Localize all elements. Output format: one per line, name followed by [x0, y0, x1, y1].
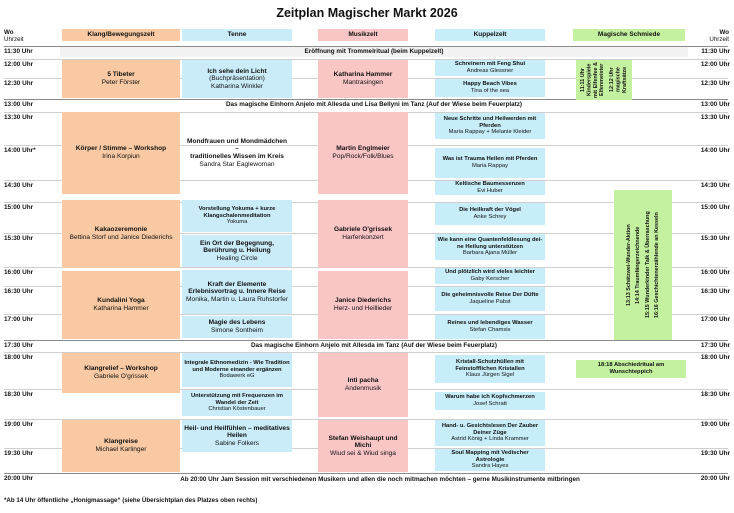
event-title: Reines und lebendiges Wasser: [447, 320, 533, 327]
event-tenne-4: [182, 235, 292, 267]
event-klang-5: [62, 353, 180, 393]
event-schmiede-afternoon: [614, 190, 672, 340]
time-label-left: 12:30 Uhr: [4, 80, 34, 87]
event-kuppel-14: [435, 449, 545, 471]
time-label-right: 14:00 Uhr: [700, 147, 730, 154]
time-label-right: 15:00 Uhr: [700, 204, 730, 211]
event-title: Klangreise: [104, 438, 138, 446]
event-person: Klaus Jürgen Sigel: [465, 372, 515, 379]
time-label-left: 14:30 Uhr: [4, 182, 34, 189]
time-label-right: 16:00 Uhr: [700, 269, 730, 276]
event-schmiede-1818: [576, 360, 686, 378]
page-title: Zeitplan Magischer Markt 2026: [276, 6, 458, 20]
time-label-left: 15:30 Uhr: [4, 235, 34, 242]
time-label-right: 19:00 Uhr: [700, 421, 730, 428]
event-title: Kraft der Elemente Erlebnisvortrag u. Innere Reise: [188, 280, 286, 296]
event-kuppel-7: [435, 234, 545, 260]
event-title: Die geheimnisvolle Reise Der Düfte: [441, 292, 539, 299]
event-person: Sabine Folkers: [215, 439, 259, 447]
band-einhorn-1: Das magische Einhorn Anjelo mit Allesda und Lisa Bellyni im Tanz (Auf der Wiese beim Feuerplatz): [225, 101, 523, 108]
event-schmiede-1212: 12:12 Uhr magische Kraftsätze: [608, 66, 628, 94]
event-person: Maria Rappay: [471, 163, 509, 169]
column-header-schmiede: Magische Schmiede: [573, 29, 685, 41]
time-label-left: 15:00 Uhr: [4, 204, 34, 211]
corner-uhrzeit-right: Uhrzeit: [709, 36, 729, 43]
time-label-left: 16:00 Uhr: [4, 269, 34, 276]
event-person: Peter Förster: [101, 79, 141, 86]
time-label-left: 14:00 Uhr*: [4, 147, 36, 154]
time-label-left: 18:00 Uhr: [4, 354, 34, 361]
column-header-klang: Klang/Bewegungszelt: [62, 29, 180, 41]
event-person: Irina Korpiun: [102, 153, 140, 160]
time-label-right: 12:30 Uhr: [700, 80, 730, 87]
event-title: Vorstellung Yokuma + kurze Klangschalenmeditation: [198, 206, 276, 219]
event-person: Harfenkonzert: [342, 234, 384, 241]
time-label-right: 12:00 Uhr: [700, 61, 730, 68]
event-person: Evi Huber: [477, 188, 503, 194]
column-header-tenne: Tenne: [182, 29, 292, 41]
time-label-left: 13:00 Uhr: [4, 101, 34, 108]
event-person: Tina of the sea: [470, 88, 510, 94]
event-klang-6: [62, 420, 180, 472]
event-title: 18:18 Abschiedritual am Wunschteppich: [597, 362, 665, 375]
event-title: Schreinern mit Feng Shui: [454, 61, 526, 68]
time-label-right: 14:30 Uhr: [700, 182, 730, 189]
event-kuppel-4: [435, 148, 545, 178]
time-label-right: 16:30 Uhr: [700, 288, 730, 295]
event-kuppel-5: [435, 181, 545, 195]
event-title: Neue Schritte und Heilwerden mit Pferden: [443, 116, 537, 129]
event-title: Klangrelief – Workshop: [84, 365, 158, 373]
event-person: Katharina Winkler: [210, 82, 264, 90]
event-title: Warum habe ich Kopfschmerzen: [445, 394, 535, 401]
event-kuppel-11: [435, 355, 545, 383]
time-label-left: 20:00 Uhr: [4, 475, 34, 482]
time-label-right: 20:00 Uhr: [700, 475, 730, 482]
event-title: Und plötzlich wird vieles leichter: [445, 269, 535, 276]
event-title: Integrale Ethnomedizin - Wie Tradition und Moderne einander ergänzen: [184, 360, 290, 373]
event-person: Barbara Ajana Müller: [462, 250, 518, 257]
event-title: Ein Ort der Begegnung, Berührung u. Heilung: [200, 239, 274, 255]
event-person: Bettina Storf und Janice Diederichs: [69, 234, 173, 241]
time-label-right: 11:30 Uhr: [701, 48, 730, 55]
event-kuppel-8: [435, 268, 545, 284]
time-label-right: 19:30 Uhr: [700, 450, 730, 457]
event-person: Mantrasingen: [343, 79, 383, 86]
event-musik-1: [318, 60, 408, 98]
event-title: Magie des Lebens: [208, 319, 266, 327]
time-label-left: 16:30 Uhr: [4, 288, 34, 295]
event-title: Happy Beach Vibes: [463, 81, 517, 88]
event-title: Soul Mapping mit Vedischer Astrologie: [451, 450, 529, 463]
event-person: Yokuma: [226, 219, 248, 226]
event-person: Jaqueline Pabst: [469, 299, 511, 305]
event-title: Martin Englmeier: [336, 145, 390, 153]
time-label-left: 11:30 Uhr: [4, 48, 33, 55]
event-person: Katharina Hammer: [93, 305, 149, 312]
time-label-right: 18:00 Uhr: [700, 354, 730, 361]
event-person: Monika, Martin u. Laura Ruhstorfer: [186, 295, 288, 303]
time-label-right: 15:30 Uhr: [700, 235, 730, 242]
time-label-left: 19:00 Uhr: [4, 421, 34, 428]
event-person: Andreas Glessner: [466, 68, 514, 74]
event-title: Gabriele O'grissek: [333, 226, 392, 234]
event-person: Bodawerk eG: [219, 373, 255, 380]
event-person: Maria Rappay + Melanie Kleider: [448, 129, 532, 136]
event-person: Healing Circle: [216, 254, 258, 262]
event-person: Wiud sei & Wiud singa: [330, 449, 396, 457]
event-schmiede-1616: 16:16 Geschichtenerzählende an Kesseln: [653, 212, 660, 318]
event-title: Kundalini Yoga: [97, 297, 145, 305]
event-klang-4: [62, 271, 180, 339]
event-tenne-2: [182, 112, 292, 194]
event-kuppel-12: [435, 392, 545, 410]
event-kuppel-10: [435, 315, 545, 339]
event-person: Michael Karlinger: [95, 446, 147, 453]
event-tenne-5: [182, 270, 292, 314]
time-label-left: 19:30 Uhr: [4, 450, 34, 457]
event-title: Kakaozeremonie: [94, 226, 148, 234]
event-schmiede-1414: 14:14 Traumfängerzeichnende: [635, 226, 642, 304]
corner-label-left: [4, 29, 24, 43]
time-label-right: 18:30 Uhr: [700, 391, 730, 398]
event-klang-1: [62, 60, 180, 98]
event-kuppel-13: [435, 420, 545, 446]
time-label-right: 13:00 Uhr: [700, 101, 730, 108]
event-title: Die Heilkraft der Vögel: [459, 207, 521, 214]
event-schmiede-1111: 11:11 Uhr Kinderspiele mit Elfenfee & Elfenmeister: [580, 62, 606, 98]
event-schmiede-1313: 13:13 Schätzwei-Wunder-Aktion: [625, 224, 632, 306]
event-person: Astrid König + Linda Krammer: [451, 436, 529, 443]
event-person: Andenmusik: [344, 385, 382, 392]
event-person: Gabriele O'grissek: [93, 373, 149, 380]
time-label-right: 17:00 Uhr: [700, 316, 730, 323]
event-person: Sandra Hayes: [471, 463, 509, 470]
time-label-left: 18:30 Uhr: [4, 391, 34, 398]
event-kuppel-1: [435, 60, 545, 76]
event-person: Christian Köstenbauer: [208, 406, 266, 413]
event-person: Sandra Star Eaglewoman: [199, 160, 275, 168]
corner-label-right: [699, 29, 729, 43]
event-title: Keltische Baumessenzen: [455, 181, 525, 188]
event-person: Pop/Rock/Folk/Blues: [332, 153, 394, 160]
event-title-2: traditionelles Wissen im Kreis: [190, 153, 284, 160]
event-musik-2: [318, 112, 408, 194]
time-label-left: 13:30 Uhr: [4, 114, 34, 121]
column-header-musik: Musikzelt: [318, 29, 408, 41]
event-person: Anke Schrey: [473, 214, 507, 220]
event-title: Katharina Hammer: [333, 71, 393, 79]
corner-wo: Wo: [4, 29, 14, 36]
event-title: Hand- u. Gesichtslesen Der Zauber Deiner Züge: [441, 423, 539, 436]
time-label-right: 13:30 Uhr: [700, 114, 730, 121]
time-label-right: 17:30 Uhr: [700, 342, 730, 349]
event-musik-5: [318, 353, 408, 417]
event-kuppel-2: [435, 79, 545, 97]
event-person: Stefan Chamsis: [469, 327, 511, 333]
event-dash: –: [235, 145, 239, 153]
time-label-left: 17:00 Uhr: [4, 316, 34, 323]
event-title: Körper / Stimme – Workshop: [75, 145, 167, 153]
event-title: Was ist Trauma Heilen mit Pferden: [442, 156, 538, 163]
event-tenne-9: [182, 420, 292, 452]
event-title: Kristall-Schutzhüllen mit Feinstofflichen Kristallen: [455, 359, 525, 372]
event-title: Wie kann eine Quantenfeldlesung dei-ne Heilung unterstützen: [437, 237, 543, 250]
event-person: Herz- und Heillieder: [333, 305, 393, 312]
time-label-left: 17:30 Uhr: [4, 342, 34, 349]
event-tenne-1: [182, 60, 292, 98]
event-musik-4: [318, 271, 408, 339]
event-kuppel-6: [435, 203, 545, 225]
event-tenne-3: [182, 200, 292, 232]
band-jam-session: Ab 20:00 Uhr Jam Session mit verschiedenen Musikern und allen die noch mitmachen möchten – gerne Musikinstrumente mitbringen: [180, 476, 580, 483]
time-label-left: 12:00 Uhr: [4, 61, 34, 68]
event-title: Mondfrauen und Mondmädchen: [187, 137, 287, 145]
footnote: *Ab 14 Uhr öffentliche „Honigmassage“ (siehe Übersichtplan des Platzes oben rechts): [4, 497, 258, 504]
event-title: Unterstützung mit Frequenzen im Wandel der Zeit: [190, 393, 284, 406]
event-musik-6: [318, 420, 408, 472]
event-title: Stefan Weishaupt und Michi: [328, 434, 398, 450]
event-musik-3: [318, 200, 408, 268]
event-title: Inti pacha: [347, 377, 379, 385]
event-tenne-7: [182, 353, 292, 387]
event-person: Simone Sontheim: [210, 327, 264, 334]
event-title: Heil- und Heilfühlen – meditatives Heilen: [184, 424, 290, 440]
event-schmiede-morning: [576, 60, 632, 100]
event-kuppel-9: [435, 287, 545, 311]
event-tenne-6: [182, 316, 292, 338]
event-person: Josef Schratt: [473, 401, 507, 407]
event-title: Ich sehe dein Licht: [207, 67, 267, 75]
event-title: 5 Tibeter: [107, 71, 135, 79]
column-header-kuppel: Kuppelzelt: [435, 29, 545, 41]
event-schmiede-1515: 15:15 Wunderkinder Talk & Überraschung: [644, 211, 651, 319]
event-klang-2: [62, 112, 180, 194]
band-opening: Eröffnung mit Trommelritual (beim Kuppelzelt): [60, 47, 688, 57]
event-subtitle: (Buchpräsentation): [209, 75, 265, 83]
corner-wo-right: Wo: [719, 29, 729, 36]
event-tenne-8: [182, 390, 292, 416]
event-klang-3: [62, 200, 180, 268]
band-einhorn-2: Das magische Einhorn Anjelo mit Allesda im Tanz (Auf der Wiese beim Feuerplatz): [250, 342, 498, 349]
event-person: Gaby Kerscher: [470, 276, 510, 282]
corner-uhrzeit: Uhrzeit: [4, 36, 24, 43]
event-title: Janice Diederichs: [334, 297, 392, 305]
event-kuppel-3: [435, 113, 545, 139]
